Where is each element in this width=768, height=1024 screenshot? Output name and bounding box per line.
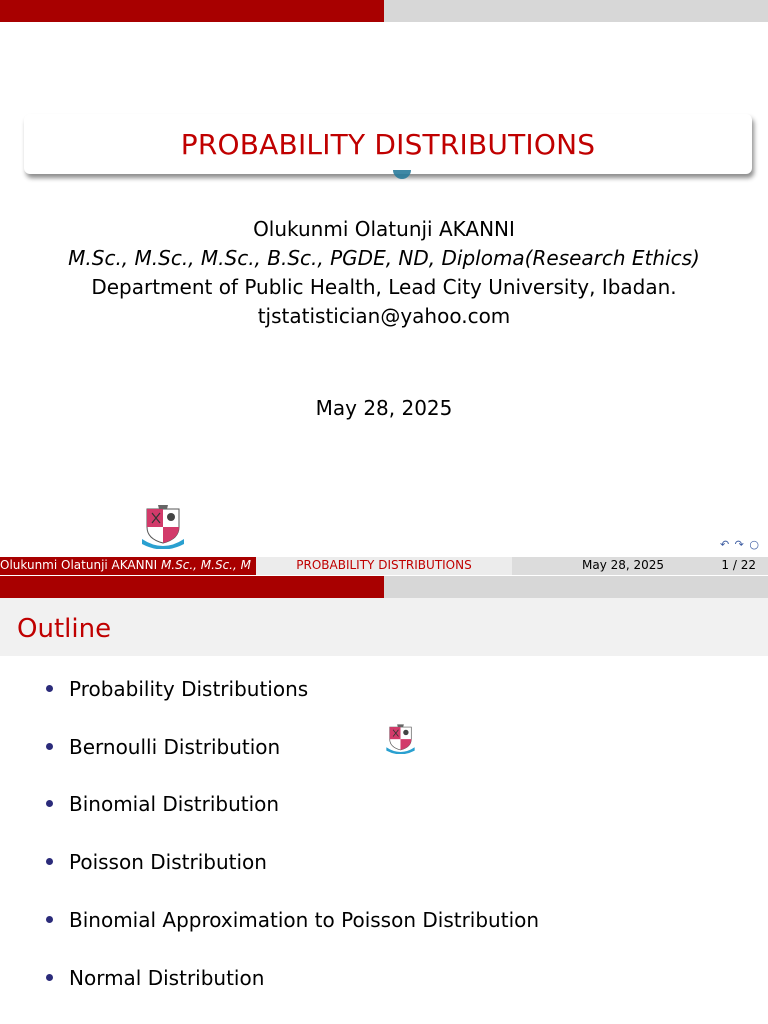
list-item (46, 791, 279, 817)
list-item (46, 907, 539, 933)
bullet-icon (46, 800, 53, 807)
top-bar (0, 576, 768, 598)
footer-right (512, 557, 768, 575)
presentation-title: PROBABILITY DISTRIBUTIONS (180, 127, 596, 161)
list-item (46, 734, 280, 760)
list-item (46, 965, 264, 991)
university-logo (140, 503, 186, 549)
author-name: Olukunmi Olatunji AKANNI (253, 217, 515, 241)
top-bar-grey (384, 576, 768, 598)
title-box (24, 114, 752, 174)
frame-title-bar (0, 598, 768, 656)
author-email: tjstatistician@yahoo.com (257, 304, 511, 328)
list-item (46, 849, 267, 875)
footer-author-name: Olukunmi Olatunji AKANNI (0, 558, 158, 572)
navigation-symbols[interactable]: ↶ ↷ ○ (719, 538, 760, 551)
outline-slide (0, 576, 768, 1024)
university-logo-small (385, 723, 416, 754)
top-bar-red (0, 576, 384, 598)
author-qualifications: M.Sc., M.Sc., M.Sc., B.Sc., PGDE, ND, Diploma(Research Ethics) (68, 246, 700, 270)
bullet-icon (46, 974, 53, 981)
bullet-icon (46, 685, 53, 692)
footer-author-quals: M.Sc., M.Sc., M (160, 558, 251, 572)
bullet-icon (46, 916, 53, 923)
list-item-text: Poisson Distribution (69, 850, 267, 874)
frame-title: Outline (17, 614, 112, 644)
title-decoration (393, 170, 411, 179)
list-item-text: Probability Distributions (69, 677, 309, 701)
footer-title: PROBABILITY DISTRIBUTIONS (256, 557, 512, 575)
list-item-text: Binomial Approximation to Poisson Distribution (69, 908, 540, 932)
list-item-text: Bernoulli Distribution (69, 735, 281, 759)
presentation-date: May 28, 2025 (315, 396, 453, 420)
top-bar-grey (384, 0, 768, 22)
top-bar (0, 0, 768, 22)
bullet-icon (46, 743, 53, 750)
top-bar-red (0, 0, 384, 22)
footer-date: May 28, 2025 (582, 558, 665, 572)
footer-author (0, 557, 256, 575)
list-item-text: Normal Distribution (69, 966, 265, 990)
list-item (46, 676, 308, 702)
bullet-icon (46, 858, 53, 865)
footer-bar (0, 557, 768, 575)
author-department: Department of Public Health, Lead City University, Ibadan. (91, 275, 677, 299)
footer-page-number: 1 / 22 (721, 558, 756, 572)
list-item-text: Binomial Distribution (69, 792, 280, 816)
